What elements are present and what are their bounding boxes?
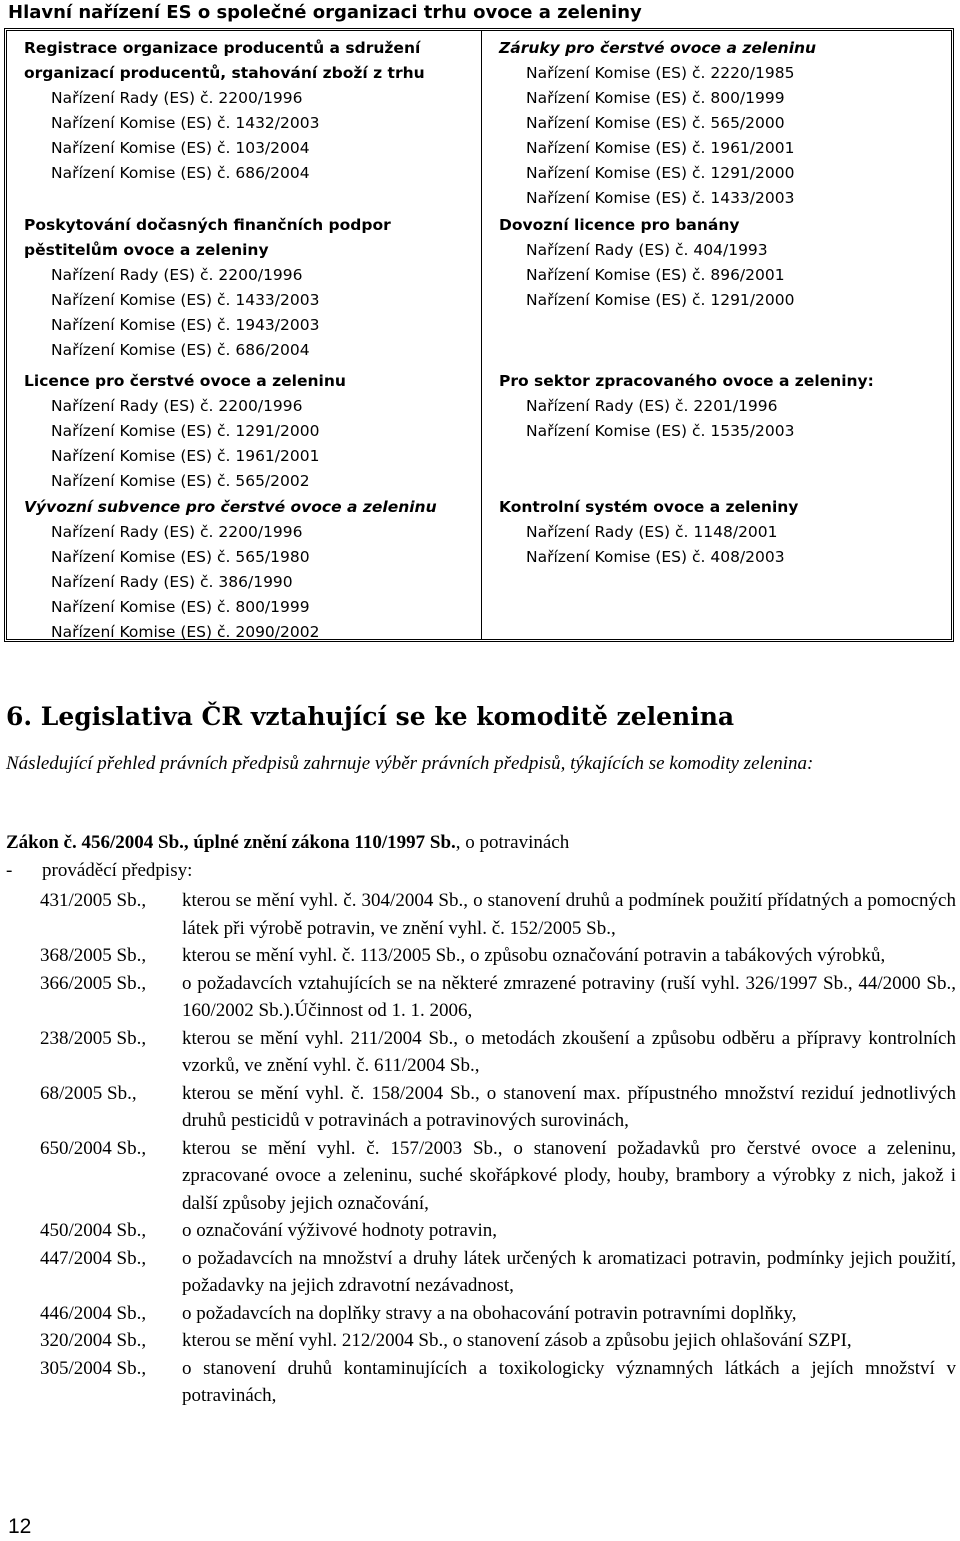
regulations-table — [4, 28, 954, 642]
group-heading: Vývozní subvence pro čerstvé ovoce a zeleninu — [24, 498, 437, 516]
regulation-row — [40, 1245, 956, 1300]
regulation-ref: Nařízení Komise (ES) č. 103/2004 — [51, 139, 310, 157]
regulation-ref: Nařízení Rady (ES) č. 1148/2001 — [526, 523, 778, 541]
regulation-ref: Nařízení Komise (ES) č. 1433/2003 — [51, 291, 320, 309]
right-group — [499, 495, 947, 570]
regulation-text: o požadavcích vztahujících se na některé zmrazené potraviny (ruší vyhl. 326/1997 Sb., 44/2000 Sb., 160/2002 Sb.).Účinnost od 1. 1. 2006, — [182, 972, 956, 1021]
group-heading: Záruky pro čerstvé ovoce a zeleninu — [499, 39, 817, 57]
regulation-text: o stanovení druhů kontaminujících a toxikologicky významných látkách a jejích množství v potravinách, — [182, 1357, 956, 1406]
regulation-number: 305/2004 Sb., — [40, 1357, 147, 1379]
regulation-number: 431/2005 Sb., — [40, 890, 147, 911]
group-heading: Registrace organizace producentů a sdružení — [24, 39, 421, 57]
group-heading: Licence pro čerstvé ovoce a zeleninu — [24, 372, 346, 390]
regulation-ref: Nařízení Komise (ES) č. 565/2002 — [51, 472, 310, 490]
regulation-ref: Nařízení Rady (ES) č. 2201/1996 — [526, 397, 778, 415]
regulation-ref: Nařízení Rady (ES) č. 2200/1996 — [51, 89, 303, 107]
regulation-ref: Nařízení Komise (ES) č. 1943/2003 — [51, 316, 320, 334]
regulation-ref: Nařízení Komise (ES) č. 1961/2001 — [51, 447, 320, 465]
regulation-text: kterou se mění vyhl. 211/2004 Sb., o metodách zkoušení a způsobu odběru a přípravy kontrolních vzorků, ve znění vyhl. č. 611/2004 Sb., — [182, 1027, 956, 1076]
regulation-ref: Nařízení Komise (ES) č. 686/2004 — [51, 164, 310, 182]
regulation-number: 450/2004 Sb., — [40, 1220, 147, 1241]
left-group — [24, 213, 474, 363]
regulation-row — [40, 942, 956, 970]
regulation-row — [40, 1025, 956, 1080]
regulation-ref: Nařízení Komise (ES) č. 1291/2000 — [526, 164, 795, 182]
regulation-row — [40, 1080, 956, 1135]
regulation-text: kterou se mění vyhl. 212/2004 Sb., o stanovení zásob a způsobu jejich ohlašování SZPI, — [182, 1330, 852, 1351]
regulation-text: kterou se mění vyhl. č. 304/2004 Sb., o stanovení druhů a podmínek použití přídatných a pomocných látek při výrobě potravin, ve znění vyhl. č. 152/2005 Sb., — [182, 890, 956, 939]
regulation-row — [40, 970, 956, 1025]
regulation-text: o požadavcích na doplňky stravy a na obohacování potravin potravními doplňky, — [182, 1302, 797, 1324]
regulation-row — [40, 1135, 956, 1218]
right-group — [499, 213, 947, 313]
regulation-ref: Nařízení Komise (ES) č. 2090/2002 — [51, 623, 320, 641]
regulation-number: 366/2005 Sb., — [40, 972, 147, 994]
regulation-ref: Nařízení Komise (ES) č. 1432/2003 — [51, 114, 320, 132]
regulation-row — [40, 1327, 956, 1355]
regulation-ref: Nařízení Rady (ES) č. 386/1990 — [51, 573, 293, 591]
right-group — [499, 369, 947, 444]
regulation-number: 446/2004 Sb., — [40, 1302, 147, 1324]
law-title-rest: , o potravinách — [455, 832, 570, 853]
regulation-row — [40, 1355, 956, 1410]
regulation-ref: Nařízení Komise (ES) č. 800/1999 — [526, 89, 785, 107]
regulation-ref: Nařízení Komise (ES) č. 1291/2000 — [51, 422, 320, 440]
regulation-number: 68/2005 Sb., — [40, 1082, 137, 1104]
regulation-number: 238/2005 Sb., — [40, 1027, 147, 1049]
group-heading: pěstitelům ovoce a zeleniny — [24, 241, 269, 259]
regulation-ref: Nařízení Komise (ES) č. 2220/1985 — [526, 64, 795, 82]
sub-label: prováděcí předpisy: — [42, 860, 193, 881]
box-title: Hlavní nařízení ES o společné organizaci trhu ovoce a zeleniny — [8, 2, 642, 23]
column-divider — [481, 31, 482, 639]
group-heading: Dovozní licence pro banány — [499, 216, 740, 234]
left-group — [24, 369, 474, 494]
law-title-bold: Zákon č. 456/2004 Sb., úplné znění zákona 110/1997 Sb. — [6, 832, 456, 853]
regulation-row — [40, 887, 956, 942]
implementing-regulations-label — [6, 860, 192, 882]
regulation-ref: Nařízení Komise (ES) č. 896/2001 — [526, 266, 785, 284]
regulation-list — [40, 887, 956, 1410]
regulation-ref: Nařízení Komise (ES) č. 1961/2001 — [526, 139, 795, 157]
section-intro: Následující přehled právních předpisů zahrnuje výběr právních předpisů, týkajících se komodity zelenina: — [6, 753, 814, 774]
regulation-text: o požadavcích na množství a druhy látek určených k aromatizaci potravin, podmínky jejich použití, požadavky na jejich zdravotní nezávadnost, — [182, 1247, 956, 1296]
left-group — [24, 495, 474, 645]
group-heading: Poskytování dočasných finančních podpor — [24, 216, 391, 234]
regulation-text: o označování výživové hodnoty potravin, — [182, 1220, 498, 1241]
regulation-text: kterou se mění vyhl. č. 113/2005 Sb., o způsobu označování potravin a tabákových výrobků, — [182, 945, 886, 966]
regulation-ref: Nařízení Rady (ES) č. 2200/1996 — [51, 397, 303, 415]
regulation-row — [40, 1217, 956, 1245]
regulation-number: 368/2005 Sb., — [40, 945, 147, 966]
page-number: 12 — [8, 1515, 32, 1538]
left-group — [24, 36, 474, 186]
right-group — [499, 36, 947, 211]
dash-bullet: - — [6, 860, 13, 881]
group-heading: organizací producentů, stahování zboží z trhu — [24, 64, 425, 82]
regulation-ref: Nařízení Komise (ES) č. 1291/2000 — [526, 291, 795, 309]
law-title — [6, 832, 569, 854]
regulation-ref: Nařízení Komise (ES) č. 800/1999 — [51, 598, 310, 616]
regulation-ref: Nařízení Rady (ES) č. 404/1993 — [526, 241, 768, 259]
regulation-ref: Nařízení Komise (ES) č. 408/2003 — [526, 548, 785, 566]
regulation-ref: Nařízení Rady (ES) č. 2200/1996 — [51, 523, 303, 541]
section-title: 6. Legislativa ČR vztahující se ke komoditě zelenina — [6, 702, 735, 731]
regulation-number: 650/2004 Sb., — [40, 1137, 147, 1159]
regulation-ref: Nařízení Komise (ES) č. 565/1980 — [51, 548, 310, 566]
group-heading: Kontrolní systém ovoce a zeleniny — [499, 498, 799, 516]
regulation-ref: Nařízení Komise (ES) č. 565/2000 — [526, 114, 785, 132]
regulation-ref: Nařízení Komise (ES) č. 1433/2003 — [526, 189, 795, 207]
regulation-ref: Nařízení Komise (ES) č. 686/2004 — [51, 341, 310, 359]
group-heading: Pro sektor zpracovaného ovoce a zeleniny: — [499, 372, 874, 390]
regulation-text: kterou se mění vyhl. č. 157/2003 Sb., o stanovení požadavků pro čerstvé ovoce a zeleninu, zpracované ovoce a zeleninu, suché skořápkové plody, houby, brambory a výrobky z nich, jakož i další způsoby jejich označování, — [182, 1137, 956, 1214]
regulation-number: 320/2004 Sb., — [40, 1330, 147, 1351]
regulation-ref: Nařízení Komise (ES) č. 1535/2003 — [526, 422, 795, 440]
regulation-row — [40, 1300, 956, 1328]
regulation-ref: Nařízení Rady (ES) č. 2200/1996 — [51, 266, 303, 284]
regulation-number: 447/2004 Sb., — [40, 1247, 147, 1269]
regulation-text: kterou se mění vyhl. č. 158/2004 Sb., o stanovení max. přípustného množství reziduí jednotlivých druhů pesticidů v potravinách a potravinových surovinách, — [182, 1082, 956, 1131]
